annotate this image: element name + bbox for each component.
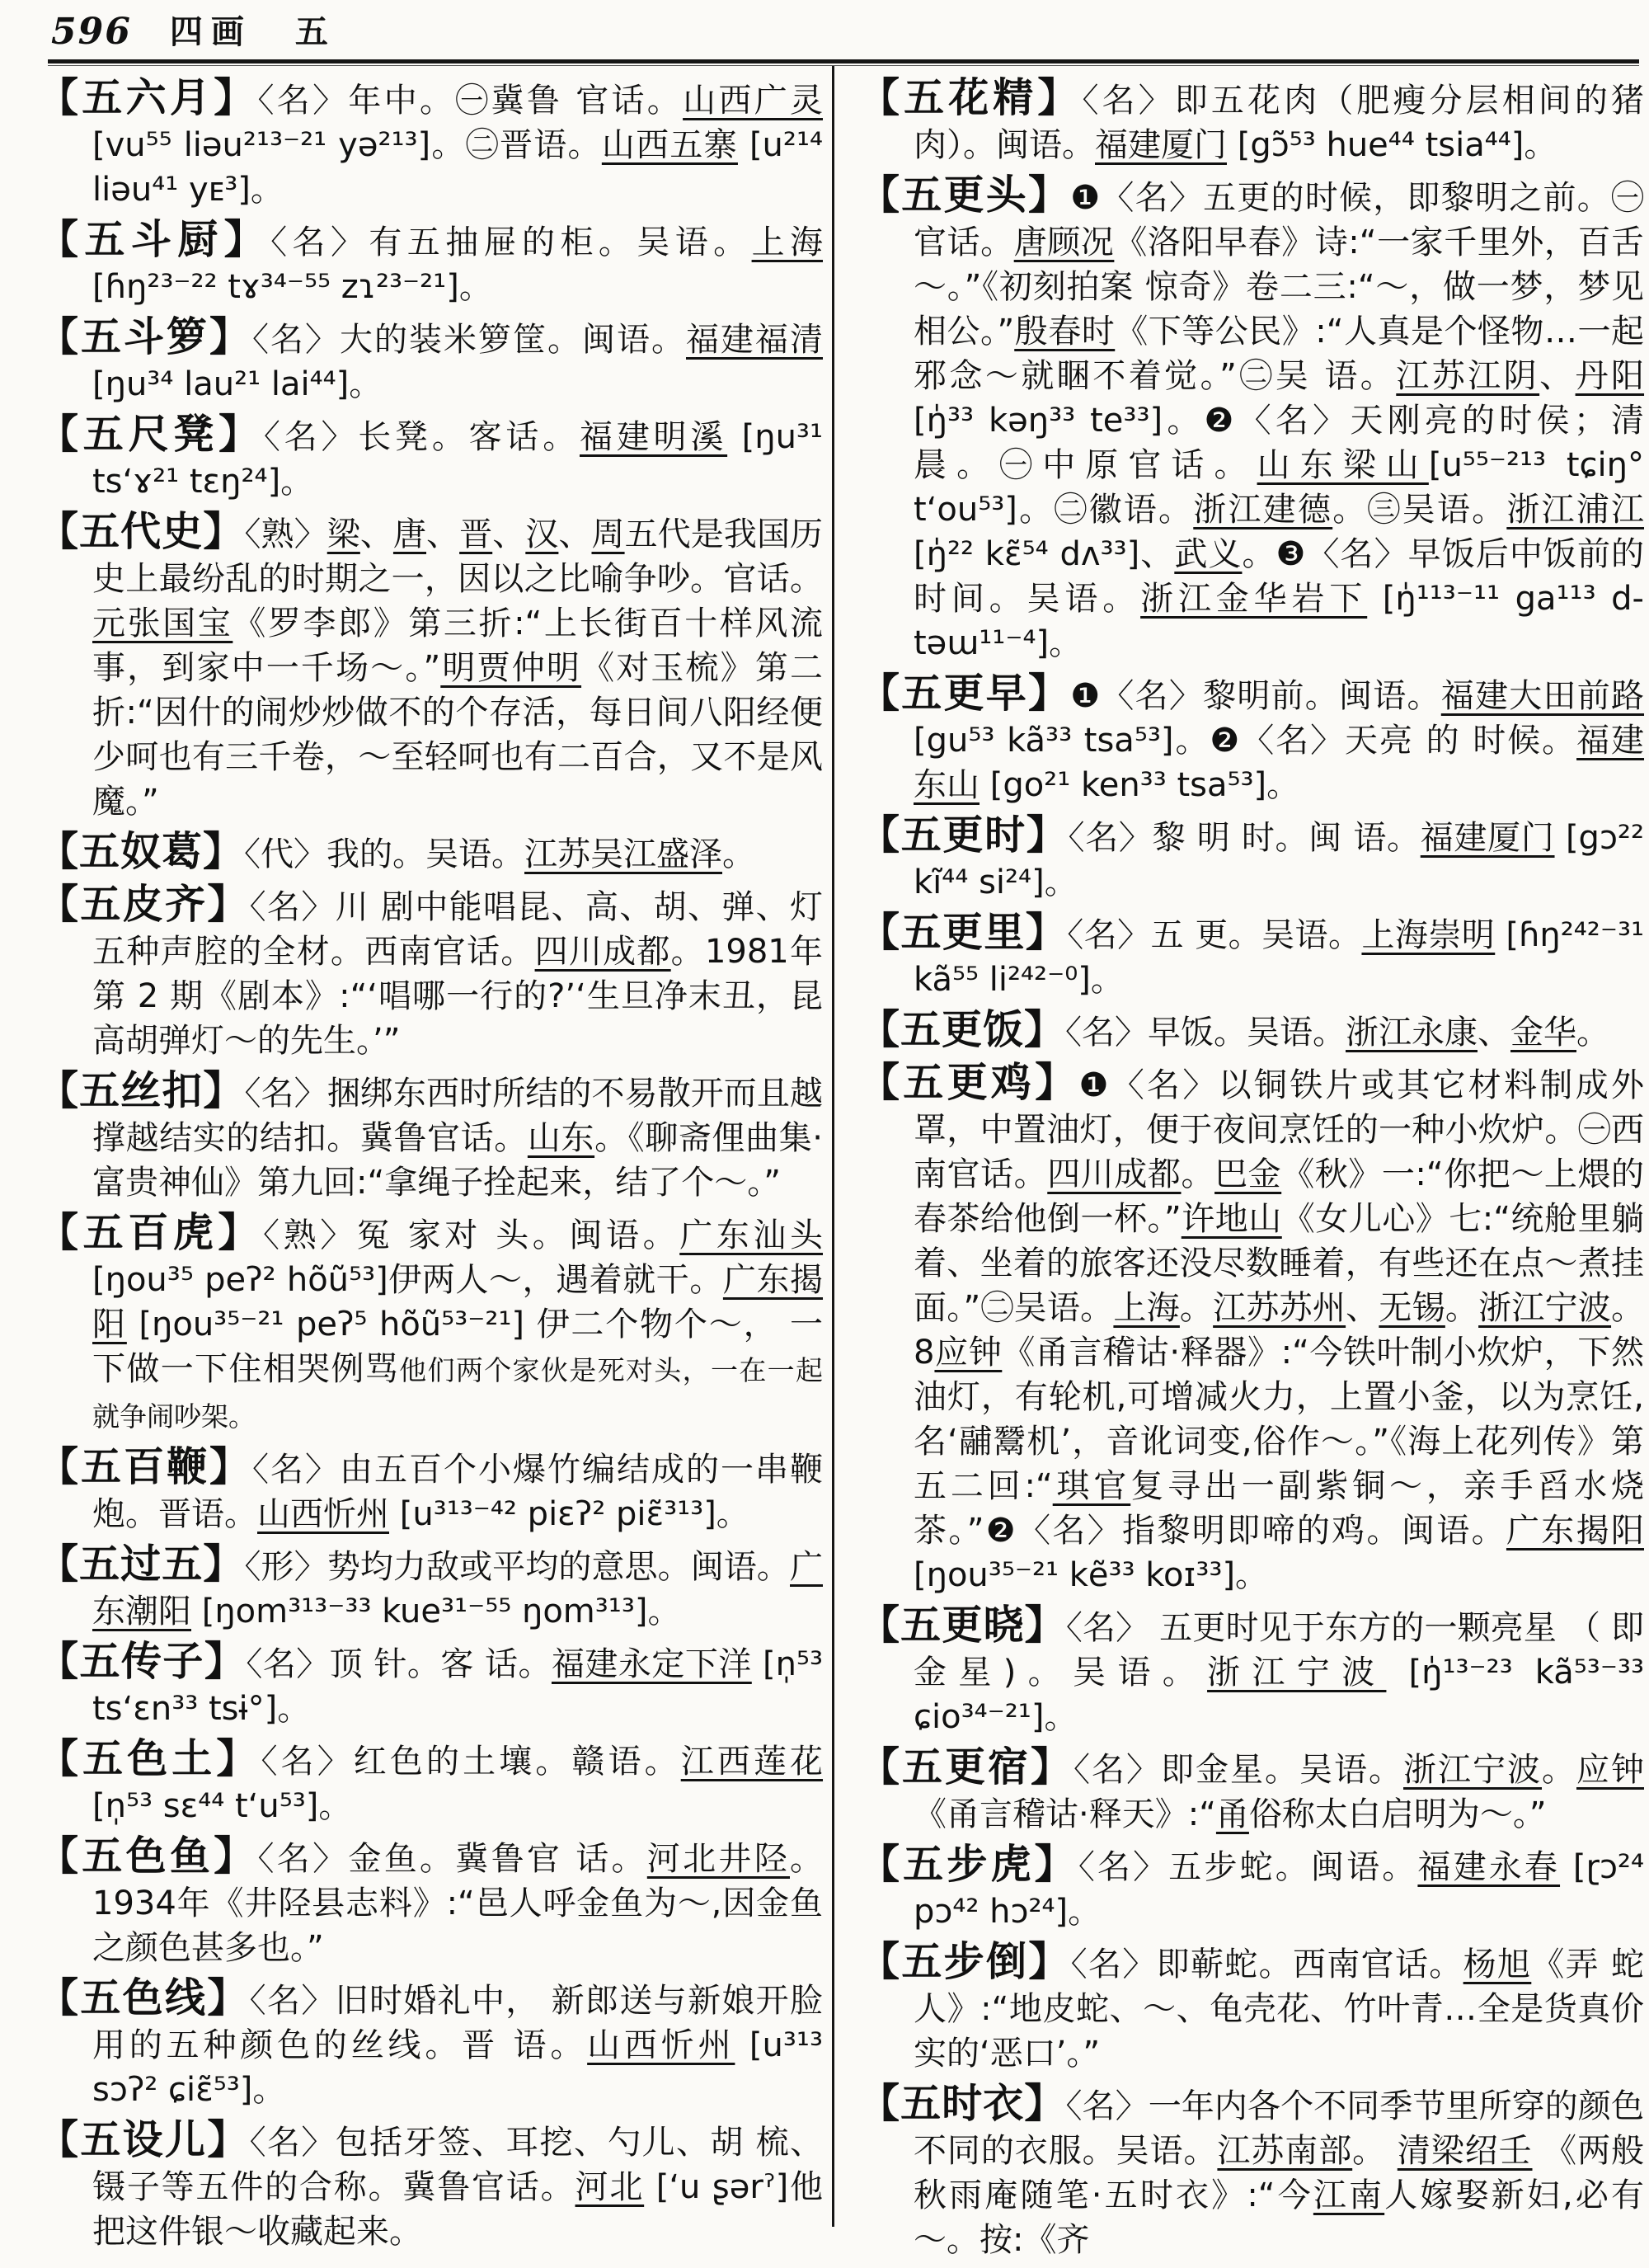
dictionary-entry — [859, 1940, 1644, 2076]
dictionary-entry — [859, 1842, 1644, 1934]
entry-body-text: [go²¹ ken³³ tsa⁵³]。 — [980, 766, 1300, 804]
entry-body-text: [n̩⁵³ tsʻɛn³³ tsɨ°]。 — [92, 1645, 823, 1728]
proper-name-underlined: 山东梁山 — [1257, 446, 1429, 484]
proper-name-underlined: 金华 — [1510, 1014, 1577, 1052]
entry-body-text: [vu⁵⁵ liəu²¹³⁻²¹ yə²¹³]。㊁晋语。 — [92, 126, 602, 164]
dictionary-entry — [859, 1603, 1644, 1739]
entry-headword: 【五更宿】 — [859, 1743, 1073, 1790]
proper-name-underlined: 浙江宁波 — [1478, 1289, 1612, 1327]
entry-body-text: [ɦŋ²³⁻²² tɤ³⁴⁻⁵⁵ zɿ²³⁻²¹]。 — [92, 268, 492, 306]
entry-body-text: 〈名〉有五抽屉的柜。吴语。 — [270, 224, 752, 261]
dictionary-entry — [38, 1640, 823, 1731]
dictionary-entry — [38, 1211, 823, 1439]
entry-headword: 【五百虎】 — [38, 1209, 263, 1256]
entry-headword: 【五更鸡】 — [859, 1059, 1079, 1106]
entry-body-text: [gɔ²² kĩ⁴⁴ si²⁴]。 — [914, 819, 1644, 901]
entry-body-text: [u³¹³ sɔʔ² ɕiɛ̃⁵³]。 — [92, 2026, 823, 2109]
proper-name-underlined: 汉 — [525, 515, 559, 553]
entry-body-text: 〈名〉金鱼。冀鲁官 话。 — [257, 1840, 647, 1878]
dictionary-entry — [38, 1976, 823, 2112]
entry-headword: 【五更早】 — [859, 670, 1071, 717]
proper-name-underlined: 广东揭阳 — [92, 1261, 824, 1343]
proper-name-underlined: 江苏苏州 — [1213, 1289, 1346, 1327]
dictionary-entry — [38, 218, 823, 309]
proper-name-underlined: 山东 — [527, 1119, 595, 1157]
entry-body-text: 〈名〉即金星。吴语。 — [1073, 1751, 1403, 1789]
proper-name-underlined: 江苏南部 — [1217, 2132, 1353, 2170]
entry-body-text: [ŋou³⁵⁻²¹ kẽ³³ koɪ³³]。 — [914, 1556, 1269, 1594]
proper-name-underlined: 江苏吴江盛泽 — [524, 835, 723, 873]
entry-body-text: 复寻出一副紫铜～，亲手舀水烧茶。”❷〈名〉指黎明即啼的鸡。闽语。 — [914, 1467, 1645, 1550]
entry-body-text: ❶〈名〉黎明前。闽语。 — [1070, 677, 1441, 715]
dictionary-entry — [38, 1069, 823, 1205]
entry-body-text: 。 — [1445, 1289, 1479, 1327]
entry-body-text: 〈名〉红色的土壤。赣语。 — [261, 1743, 681, 1781]
proper-name-underlined: 无锡 — [1379, 1289, 1445, 1327]
proper-name-underlined: 上海 — [1113, 1289, 1180, 1327]
dictionary-entry — [38, 1834, 823, 1970]
entry-body-text: [ɽɔ²⁴ pɔ⁴² hɔ²⁴]。 — [914, 1848, 1644, 1931]
entry-headword: 【五步虎】 — [859, 1841, 1078, 1888]
entry-body-text: 、 — [426, 515, 460, 553]
entry-body-text: [gu⁵³ kã³³ tsa⁵³]。❷〈名〉天亮 的 时候。 — [914, 722, 1577, 760]
entry-body-text: 。 — [1179, 1289, 1214, 1327]
proper-name-underlined: 河北 — [575, 2168, 645, 2206]
entry-headword: 【五色线】 — [38, 1974, 250, 2021]
entry-body-text: 《洛阳早春》诗:“一家千里外，百舌～。”《初刻拍案 惊奇》卷二三:“～，做一梦，梦见相公。” — [914, 224, 1645, 351]
proper-name-underlined: 福建福清 — [686, 321, 823, 359]
dictionary-entry — [859, 1745, 1644, 1837]
entry-body-text: [ŋ̍²² kɛ̃⁵⁴ dʌ³³]、 — [914, 535, 1175, 573]
proper-name-underlined: 浙江浦江 — [1506, 491, 1645, 529]
entry-body-text: 《两般秋雨庵随笔·五时衣》:“今 — [914, 2132, 1645, 2214]
entry-headword: 【五六月】 — [38, 74, 258, 121]
entry-body-text: 〈名〉黎 明 时。闽 语。 — [1068, 819, 1421, 857]
stroke-section-label: 四画 — [169, 13, 252, 51]
dictionary-entry — [38, 510, 823, 824]
proper-name-underlined: 应钟 — [1576, 1751, 1644, 1789]
entry-headword: 【五奴葛】 — [38, 828, 245, 875]
entry-body-text: 〈名〉旧时婚礼中， 新郎送与新娘开脸用的五种颜色的丝线。晋 语。 — [92, 1982, 823, 2064]
entry-body-text: 〈名〉五步蛇。闽语。 — [1078, 1848, 1418, 1886]
entry-body-text: 、 — [492, 515, 526, 553]
proper-name-underlined: 唐顾况 — [1013, 224, 1115, 261]
entry-body-text: 《秋》一:“你把～上煨的春茶给他倒一杯。” — [914, 1155, 1645, 1238]
proper-name-underlined: 唐 — [392, 515, 427, 553]
entry-body-text: ❶〈名〉五更的时候，即黎明之前。㊀官话。 — [914, 179, 1644, 261]
entry-body-text: 《甬言稽诂·释天》:“ — [914, 1795, 1216, 1833]
entry-body-text: [gɔ̃⁵³ hue⁴⁴ tsia⁴⁴]。 — [1227, 126, 1557, 164]
entry-headword: 【五色土】 — [38, 1735, 261, 1782]
right-column — [859, 76, 1644, 2268]
dictionary-entry — [38, 2118, 823, 2254]
entry-body-text: 〈熟〉 — [244, 515, 327, 553]
proper-name-underlined: 浙江永康 — [1346, 1014, 1478, 1052]
entry-headword: 【五更饭】 — [859, 1006, 1066, 1053]
proper-name-underlined: 许地山 — [1181, 1200, 1282, 1238]
proper-name-underlined: 丹阳 — [1575, 357, 1645, 395]
dictionary-entry — [859, 1061, 1644, 1597]
entry-body-text: 〈名〉由五百个小爆竹编结成的一串鞭 炮。晋语。 — [92, 1451, 823, 1533]
entry-body-text: [u³¹³⁻⁴² piɛʔ² piɛ̃³¹³]。 — [389, 1495, 749, 1533]
proper-name-underlined: 明贾仲明 — [440, 649, 582, 687]
entry-body-text: 〈名〉一年内各个不同季节里所穿的颜色不同的衣服。吴语。 — [914, 2087, 1644, 2170]
proper-name-underlined: 上海崇明 — [1361, 916, 1496, 954]
proper-name-underlined: 四川成都 — [1047, 1155, 1182, 1193]
proper-name-underlined: 福建厦门 — [1420, 819, 1555, 857]
entry-body-text: ❶〈名〉以铜铁片或其它材料制成外罩，中置油灯，便于夜间烹饪的一种小炊炉。㊀西南官话。 — [914, 1066, 1644, 1193]
entry-headword: 【五更头】 — [859, 172, 1071, 219]
proper-name-underlined: 四川成都 — [534, 933, 671, 971]
header-rule — [48, 59, 1639, 64]
proper-name-underlined: 江南 — [1313, 2176, 1385, 2214]
entry-body-text: 〈名〉川 剧中能唱昆、高、胡、弹、灯五种声腔的全材。西南官话。 — [92, 888, 823, 971]
entry-body-text: 《下等公民》:“人真是个怪物…一起邪念～就睏不着觉。”㊁吴 语。 — [914, 313, 1644, 395]
entry-body-text: [ŋom³¹³⁻³³ kue³¹⁻⁵⁵ ŋom³¹³]。 — [191, 1593, 681, 1630]
entry-headword: 【五斗厨】 — [38, 216, 271, 263]
proper-name-underlined: 杨旭 — [1463, 1946, 1532, 1983]
entry-body-text: [ŋ̍¹¹³⁻¹¹ ga¹¹³ d-təɯ¹¹⁻⁴]。 — [914, 580, 1644, 662]
proper-name-underlined: 武义 — [1174, 535, 1243, 573]
dictionary-entry — [38, 1445, 823, 1536]
entry-headword: 【五丝扣】 — [38, 1067, 245, 1114]
entry-headword: 【五步倒】 — [859, 1938, 1071, 1985]
dictionary-entry — [859, 1008, 1644, 1055]
entry-body-text: 、 — [558, 515, 592, 553]
entry-body-text: [u⁵⁵⁻²¹³ tɕiŋ° tʻou⁵³]。㊁徽语。 — [914, 446, 1645, 529]
entry-body-text: 人嫁娶新妇,必有～。按:《齐 — [914, 2176, 1645, 2259]
entry-body-text: 。㊂吴语。 — [1332, 491, 1507, 529]
proper-name-underlined: 浙江建德 — [1193, 491, 1333, 529]
proper-name-underlined: 福建明溪 — [579, 418, 728, 456]
proper-name-underlined: 山西忻州 — [257, 1495, 389, 1533]
entry-body-text: 。8 — [914, 1289, 1645, 1372]
dictionary-entry — [38, 1542, 823, 1634]
proper-name-underlined: 周 — [591, 515, 625, 553]
entry-headword: 【五传子】 — [38, 1638, 247, 1685]
proper-name-underlined: 甬 — [1215, 1795, 1249, 1833]
dictionary-entry — [38, 830, 823, 877]
entry-body-text: [ŋu³⁴ lau²¹ lai⁴⁴]。 — [92, 365, 383, 403]
entry-body-text: 《对玉梳》第二折:“因什的闹炒炒做不的个存活，每日间八阳经便少呵也有三千卷，～至轻呵也有二百合，又不是风魔。” — [92, 649, 823, 821]
dictionary-entry — [859, 813, 1644, 905]
entry-body-text: 〈名〉早饭。吴语。 — [1065, 1014, 1346, 1052]
proper-name-underlined: 河北井陉 — [646, 1840, 790, 1878]
entry-body-text: 〈名〉即五花肉（肥瘦分层相间的猪肉）。闽语。 — [914, 82, 1644, 164]
proper-name-underlined: 福建东山 — [914, 722, 1645, 804]
entry-headword: 【五时衣】 — [859, 2080, 1066, 2127]
entry-headword: 【五更里】 — [859, 909, 1068, 956]
dictionary-entry — [859, 173, 1644, 666]
dictionary-entry — [38, 76, 823, 212]
radical-label: 五 — [294, 13, 328, 51]
left-column — [38, 76, 823, 2260]
entry-body-text: 《甬言稽诂·释器》:“今铁叶制小炊炉，下然油灯，有轮机,可增减火力，上置小釜，以为烹饪,名‘鬴鬵机’，音讹词变,俗作～。”《海上花列传》第五二回:“ — [914, 1334, 1644, 1505]
entry-body-text: [u²¹⁴ liəu⁴¹ yᴇ³]。 — [92, 126, 824, 209]
column-divider — [832, 66, 834, 2227]
entry-body-text: 。 — [1352, 2132, 1398, 2170]
entry-body-text: 。 — [722, 835, 756, 873]
entry-body-text: 《弄 蛇人》:“地皮蛇、～、龟壳花、竹叶青…全是货真价实的‘恶口’。” — [914, 1946, 1645, 2073]
entry-body-text: [ɦŋ²⁴²⁻³¹ kã⁵⁵ li²⁴²⁻⁰]。 — [914, 916, 1645, 999]
dictionary-entry — [38, 1737, 823, 1828]
entry-body-text: 〈名〉大的装米箩筐。闽语。 — [252, 321, 686, 359]
proper-name-underlined: 巴金 — [1214, 1155, 1282, 1193]
entry-headword: 【五花精】 — [859, 74, 1083, 121]
proper-name-underlined: 福建厦门 — [1095, 126, 1227, 164]
entry-body-text: 〈名〉顶 针。客 话。 — [246, 1645, 552, 1683]
entry-body-text: [ŋu³¹ tsʻɤ²¹ tɛŋ²⁴]。 — [92, 418, 824, 501]
proper-name-underlined: 广东潮阳 — [92, 1548, 823, 1630]
dictionary-entry — [859, 910, 1644, 1002]
entry-headword: 【五代史】 — [38, 508, 245, 555]
proper-name-underlined: 元张国宝 — [92, 605, 233, 642]
entry-body-text: [n̩⁵³ sɛ⁴⁴ tʻu⁵³]。 — [92, 1787, 352, 1825]
entry-headword: 【五斗箩】 — [38, 313, 252, 360]
proper-name-underlined: 浙江宁波 — [1207, 1654, 1387, 1692]
entry-body-text: 。《聊斋俚曲集·富贵神仙》第九回:“拿绳子拴起来，结了个～。” — [92, 1119, 824, 1202]
entry-body-text: 俗称太白启明为～。” — [1248, 1795, 1547, 1833]
entry-body-text: 〈熟〉冤 家对 头。闽语。 — [263, 1216, 680, 1254]
dictionary-entry — [859, 2082, 1644, 2262]
entry-headword: 【五设儿】 — [38, 2116, 250, 2163]
entry-body-text: 。 — [1576, 1014, 1610, 1052]
entry-body-text: 〈名〉即蕲蛇。西南官话。 — [1070, 1946, 1463, 1983]
entry-body-text: [ŋou³⁵⁻²¹ peʔ⁵ hõũ⁵³⁻²¹] 伊二个物个～， 一下做一下住相哭例骂 — [92, 1306, 824, 1388]
entry-body-text: 《女儿心》七:“统舱里躺着、坐着的旅客还没尽数睡着，有些还在点～煮挂面。”㊁吴语。 — [914, 1200, 1644, 1327]
entry-body-text: 他们两个家伙是死对头，一在一起就争闹吵架。 — [92, 1354, 824, 1433]
proper-name-underlined: 浙江金华岩下 — [1140, 580, 1368, 618]
dictionary-entry — [38, 315, 823, 407]
entry-body-text: [ŋou³⁵ peʔ² hõũ⁵³]伊两人～，遇着就干。 — [92, 1261, 723, 1299]
entry-body-text: [ŋ̍¹³⁻²³ kã⁵³⁻³³ ɕio³⁴⁻²¹]。 — [914, 1654, 1644, 1736]
proper-name-underlined: 殷春时 — [1014, 313, 1116, 351]
entry-body-text: 〈名〉 五更时见于东方的一颗亮星 （ 即 金星)。吴语。 — [914, 1609, 1644, 1692]
entry-body-text: 。 — [1181, 1155, 1215, 1193]
proper-name-underlined: 浙江宁波 — [1403, 1751, 1542, 1789]
entry-body-text: 、 — [1346, 1289, 1379, 1327]
proper-name-underlined: 清梁绍壬 — [1397, 2132, 1533, 2170]
entry-body-text: 〈名〉包括牙签、耳挖、勺儿、胡 梳、镊子等五件的合称。冀鲁官话。 — [92, 2124, 823, 2206]
dictionary-entry — [859, 671, 1644, 807]
entry-body-text: 〈代〉我的。吴语。 — [244, 835, 525, 873]
proper-name-underlined: 晋 — [459, 515, 493, 553]
page-number: 596 — [51, 11, 132, 53]
proper-name-underlined: 琪官 — [1052, 1467, 1131, 1505]
entry-body-text: 。❸〈名〉早饭后中饭前的时间。吴语。 — [914, 535, 1645, 618]
entry-body-text: 〈名〉年中。㊀冀鲁 官话。 — [257, 82, 684, 120]
proper-name-underlined: 山西广灵 — [683, 82, 823, 120]
entry-body-text: 五代是我国历史上最纷乱的时期之一，因以之比喻争吵。官话。 — [92, 515, 824, 598]
entry-body-text: 、 — [1539, 357, 1576, 395]
entry-headword: 【五百鞭】 — [38, 1443, 252, 1490]
proper-name-underlined: 福建永定下洋 — [551, 1645, 752, 1683]
entry-body-text: 〈名〉五 更。吴语。 — [1067, 916, 1362, 954]
entry-headword: 【五尺凳】 — [38, 411, 264, 458]
proper-name-underlined: 山西忻州 — [587, 2026, 735, 2064]
dictionary-entry — [38, 882, 823, 1063]
entry-body-text: 、 — [359, 515, 393, 553]
entry-body-text: [ŋ̍³³ kəŋ³³ te³³]。❷〈名〉天刚亮的时侯；清晨。㊀中原官话。 — [914, 402, 1644, 484]
entry-body-text: 〈名〉捆绑东西时所结的不易散开而且越 撑越结实的结扣。冀鲁官话。 — [92, 1075, 823, 1157]
proper-name-underlined: 广东汕头 — [679, 1216, 823, 1254]
proper-name-underlined: 梁 — [327, 515, 360, 553]
proper-name-underlined: 上海 — [751, 224, 823, 261]
proper-name-underlined: 山西五寨 — [601, 126, 738, 164]
page-header — [51, 7, 328, 53]
entry-body-text: [ʻu ʂərˀ]他把这件银～收藏起来。 — [92, 2168, 824, 2251]
entry-body-text: 。1934年《井陉县志料》:“邑人呼金鱼为～,因金鱼之颜色甚多也。” — [92, 1840, 823, 1967]
proper-name-underlined: 应钟 — [934, 1334, 1003, 1372]
proper-name-underlined: 福建永春 — [1417, 1848, 1561, 1886]
dictionary-entry — [38, 412, 823, 504]
entry-body-text: 〈名〉长凳。客话。 — [263, 418, 580, 456]
entry-headword: 【五更时】 — [859, 812, 1069, 859]
proper-name-underlined: 江苏江阴 — [1396, 357, 1540, 395]
entry-body-text: 、 — [1478, 1014, 1511, 1052]
entry-body-text: 。 — [1542, 1751, 1576, 1789]
entry-body-text: 。1981年第 2 期《剧本》:“‘唱哪一行的?’‘生旦净末丑，昆高胡弹灯～的先生。’” — [92, 933, 824, 1060]
entry-headword: 【五皮齐】 — [38, 881, 250, 928]
entry-headword: 【五色鱼】 — [38, 1833, 258, 1880]
dictionary-entry — [859, 76, 1644, 167]
proper-name-underlined: 广东揭阳 — [1506, 1512, 1644, 1550]
entry-body-text: 《罗李郎》第三折:“上长街百十样风流事，到家中一千场～。” — [92, 605, 823, 687]
entry-body-text: 〈形〉势均力敌或平均的意思。闽语。 — [244, 1548, 790, 1586]
proper-name-underlined: 江西莲花 — [680, 1743, 824, 1781]
entry-headword: 【五过五】 — [38, 1541, 245, 1588]
proper-name-underlined: 福建大田前路 — [1440, 677, 1645, 715]
entry-headword: 【五更晓】 — [859, 1602, 1066, 1649]
